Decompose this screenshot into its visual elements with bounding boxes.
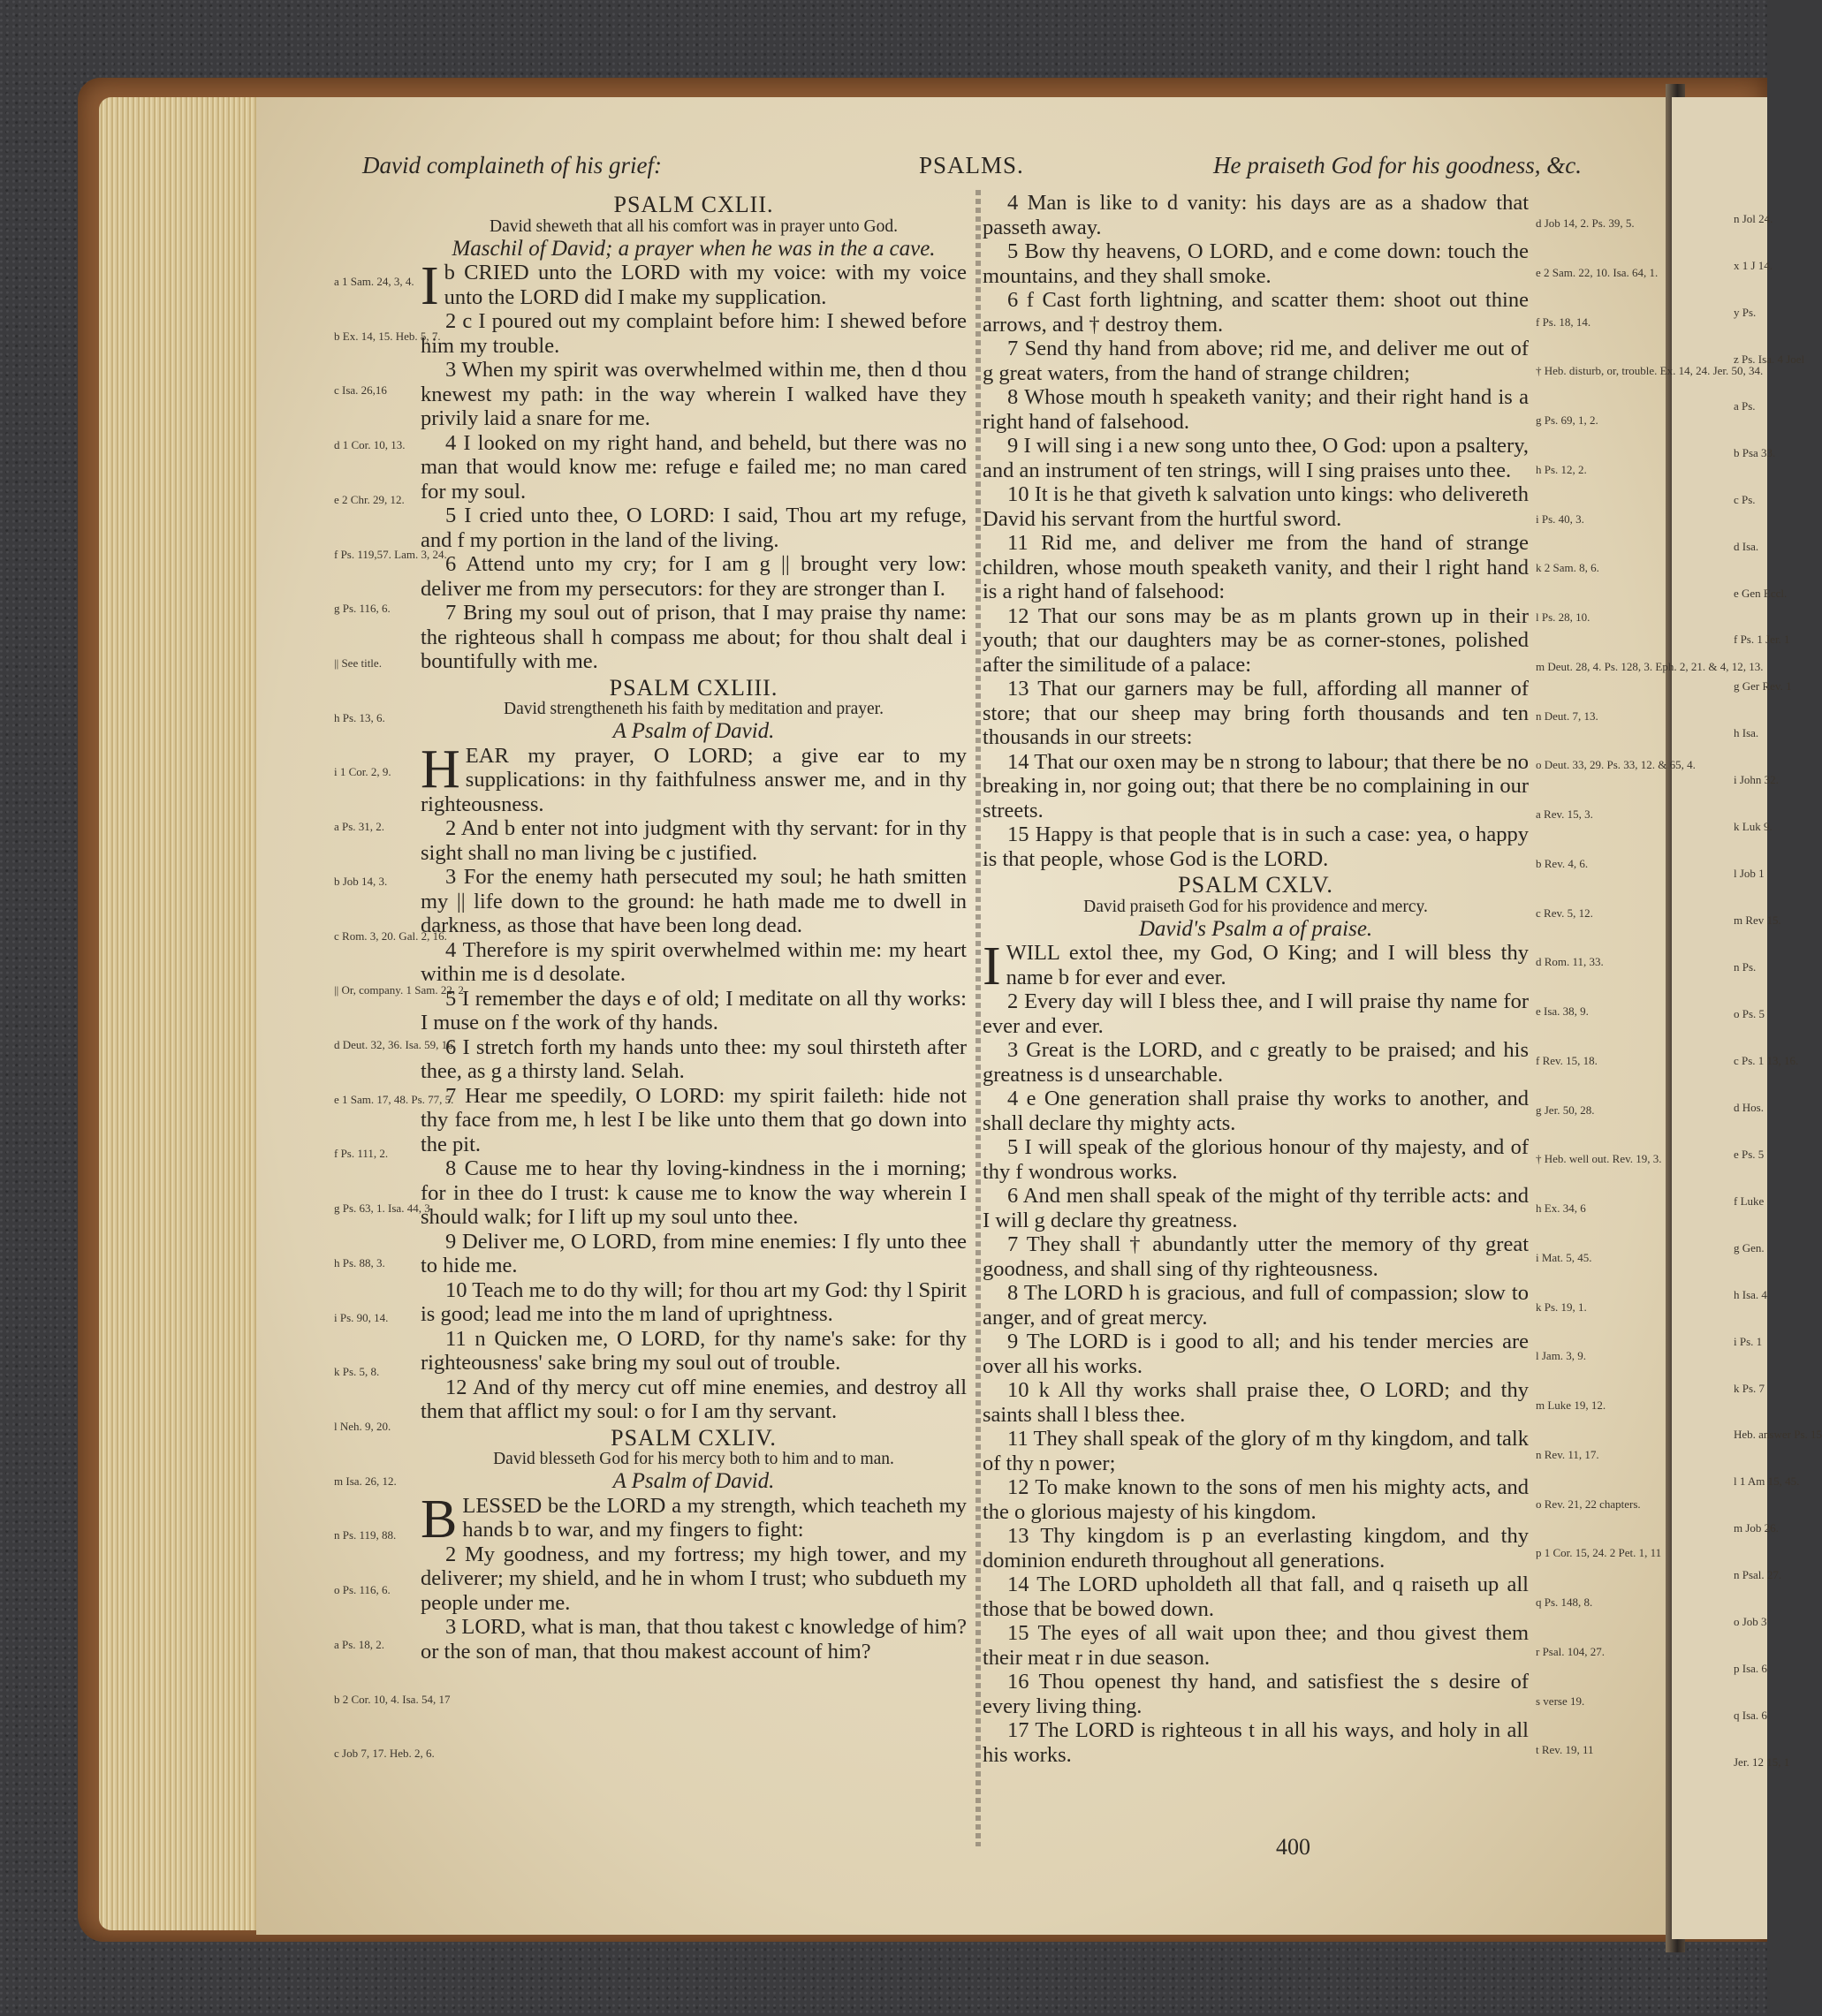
verse: 4 Therefore is my spirit overwhelmed within me: my heart within me is d desolate.	[421, 937, 967, 986]
verse: 2 My goodness, and my fortress; my high tower, and my deliverer; my shield, and he in whom I trust; who subdueth my people under me.	[421, 1542, 967, 1615]
verse: 14 The LORD upholdeth all that fall, and q raiseth up all those that be bowed down.	[983, 1573, 1529, 1621]
running-head-right: He praiseth God for his goodness, &c.	[1213, 152, 1582, 178]
margin-reference: k 2 Sam. 8, 6.	[1536, 561, 1599, 575]
margin-reference: t Rev. 19, 11	[1536, 1743, 1594, 1757]
psalm-summary: David praiseth God for his providence and mercy.	[1083, 897, 1428, 916]
margin-reference: c Rev. 5, 12.	[1536, 906, 1593, 920]
margin-reference: a Rev. 15, 3.	[1536, 807, 1593, 821]
adjacent-page-reference: h Isa. 4	[1734, 1287, 1767, 1301]
margin-reference: e 2 Sam. 22, 10. Isa. 64, 1.	[1536, 265, 1659, 279]
margin-reference: b Job 14, 3.	[334, 874, 388, 888]
verse: 4 I looked on my right hand, and beheld, but there was no man that would know me: refuge e failed me; no man cared for my soul.	[421, 430, 967, 504]
psalm-title: PSALM CXLIV.	[611, 1424, 777, 1451]
verse: 9 The LORD is i good to all; and his tender mercies are over all his works.	[983, 1330, 1529, 1378]
adjacent-page-reference: a Ps.	[1734, 398, 1756, 413]
margin-reference: h Ps. 13, 6.	[334, 710, 385, 724]
verse: 14 That our oxen may be n strong to labour; that there be no breaking in, nor going out; that there be no complaining in our streets.	[983, 749, 1529, 822]
margin-reference: a Ps. 18, 2.	[334, 1637, 385, 1651]
verse: 10 It is he that giveth k salvation unto kings: who delivereth David his servant from the hurtful sword.	[983, 482, 1529, 531]
margin-reference: c Job 7, 17. Heb. 2, 6.	[334, 1747, 435, 1761]
margin-reference: d 1 Cor. 10, 13.	[334, 438, 406, 452]
adjacent-page-reference: Jer. 12 15, 1	[1734, 1755, 1790, 1770]
verse: 17 The LORD is righteous t in all his ways, and holy in all his works.	[983, 1718, 1529, 1767]
first-verse: BLESSED be the LORD a my strength, which teacheth my hands b to war, and my fingers to fight:	[421, 1489, 967, 1550]
verse: 4 Man is like to d vanity: his days are as a shadow that passeth away.	[983, 191, 1529, 239]
margin-reference: g Ps. 63, 1. Isa. 44, 3.	[334, 1201, 433, 1216]
margin-reference: l Neh. 9, 20.	[334, 1420, 391, 1433]
psalm-title: PSALM CXLII.	[613, 192, 774, 217]
margin-reference: c Isa. 26,16	[334, 383, 387, 398]
verse: 11 n Quicken me, O LORD, for thy name's sake: for thy righteousness' sake bring my soul out of trouble.	[421, 1326, 967, 1375]
margin-reference: b Rev. 4, 6.	[1536, 856, 1589, 870]
adjacent-page-reference: e Gen Eccl.	[1734, 586, 1788, 600]
adjacent-page-reference: c Ps.	[1734, 492, 1756, 506]
margin-reference: l Jam. 3, 9.	[1536, 1349, 1587, 1363]
margin-reference: n Ps. 119, 88.	[334, 1528, 397, 1542]
margin-reference: o Rev. 21, 22 chapters.	[1536, 1497, 1641, 1511]
margin-reference: † Heb. disturb, or, trouble. Ex. 14, 24. Jer. 50, 34.	[1536, 364, 1764, 378]
margin-reference: e 2 Chr. 29, 12.	[334, 492, 405, 506]
first-verse: HEAR my prayer, O LORD; a give ear to my supplications: in thy faithfulness answer me, and in thy righteousness.	[421, 739, 967, 816]
adjacent-page-reference: f Luke	[1734, 1194, 1765, 1208]
verse: 10 Teach me to do thy will; for thou art my God: thy l Spirit is good; lead me into the m land of uprightness.	[421, 1277, 967, 1326]
margin-reference: i Mat. 5, 45.	[1536, 1250, 1592, 1264]
verse: 2 Every day will I bless thee, and I will praise thy name for ever and ever.	[983, 989, 1529, 1038]
margin-reference: r Psal. 104, 27.	[1536, 1644, 1605, 1658]
margin-reference: † Heb. well out. Rev. 19, 3.	[1536, 1152, 1662, 1166]
verse: 15 The eyes of all wait upon thee; and thou givest them their meat r in due season.	[983, 1621, 1529, 1670]
margin-reference: e 1 Sam. 17, 48. Ps. 77, 5.	[334, 1092, 454, 1106]
verse: 5 I will speak of the glorious honour of thy majesty, and of thy f wondrous works.	[983, 1135, 1529, 1184]
verse: 7 Send thy hand from above; rid me, and deliver me out of g great waters, from the hand of strange children;	[983, 337, 1529, 385]
adjacent-page-reference: Heb. answer Ps. 15	[1734, 1428, 1822, 1442]
adjacent-page-reference: c Ps. 1 13, 16.	[1734, 1053, 1799, 1067]
margin-reference: a Ps. 31, 2.	[334, 820, 385, 834]
margin-reference: m Deut. 28, 4. Ps. 128, 3. Eph. 2, 21. & 4, 12, 13.	[1536, 659, 1764, 673]
verse: 2 And b enter not into judgment with thy servant: for in thy sight shall no man living be c justified.	[421, 816, 967, 865]
verse: 12 That our sons may be as m plants grown up in their youth; that our daughters may be as corner-stones, polished after the similitude of a palace:	[983, 603, 1529, 677]
margin-reference: o Deut. 33, 29. Ps. 33, 12. & 65, 4.	[1536, 758, 1696, 772]
psalm-superscription: Maschil of David; a prayer when he was in the a cave.	[452, 236, 936, 261]
margin-reference: m Isa. 26, 12.	[334, 1474, 397, 1488]
margin-reference: n Rev. 11, 17.	[1536, 1447, 1599, 1461]
margin-reference: g Jer. 50, 28.	[1536, 1103, 1595, 1117]
verse: 7 Bring my soul out of prison, that I may praise thy name: the righteous shall h compass me about; for thou shalt deal i bountifully with me.	[421, 601, 967, 673]
margin-reference: e Isa. 38, 9.	[1536, 1004, 1589, 1018]
right-text-column	[983, 191, 1529, 1767]
adjacent-page-reference: o Job 3	[1734, 1615, 1767, 1629]
adjacent-page-reference: m Rev 15.	[1734, 913, 1781, 928]
margin-reference: h Ps. 12, 2.	[1536, 462, 1587, 476]
adjacent-page-reference: l Job 1	[1734, 867, 1765, 881]
adjacent-page-reference: h Isa.	[1734, 726, 1759, 740]
verse: 6 I stretch forth my hands unto thee: my soul thirsteth after thee, as g a thirsty land. Selah.	[421, 1035, 967, 1083]
verse: 3 Great is the LORD, and c greatly to be praised; and his greatness is d unsearchable.	[983, 1038, 1529, 1087]
verse: 16 Thou openest thy hand, and satisfiest the s desire of every living thing.	[983, 1670, 1529, 1718]
verse: 6 f Cast forth lightning, and scatter them: shoot out thine arrows, and † destroy them.	[983, 288, 1529, 337]
margin-reference: i Ps. 90, 14.	[334, 1310, 389, 1324]
adjacent-page-reference: g Gen.	[1734, 1240, 1765, 1254]
margin-reference: || Or, company. 1 Sam. 22, 2.	[334, 983, 467, 997]
verse: 11 Rid me, and deliver me from the hand of strange children, whose mouth speaketh vanity, and their l right hand is a right hand of falsehood:	[983, 531, 1529, 603]
psalm-title: PSALM CXLIII.	[609, 674, 778, 701]
verse: 11 They shall speak of the glory of m thy kingdom, and talk of thy n power;	[983, 1427, 1529, 1475]
margin-reference: k Ps. 5, 8.	[334, 1365, 380, 1379]
adjacent-page-reference: p Isa. 6	[1734, 1662, 1767, 1676]
margin-reference: i Ps. 40, 3.	[1536, 512, 1584, 526]
adjacent-page-reference: g Ger Rev. 1	[1734, 679, 1792, 693]
margin-reference: d Job 14, 2. Ps. 39, 5.	[1536, 216, 1635, 230]
adjacent-page-reference: z Ps. Isa. 4 Joel	[1734, 352, 1805, 366]
column-divider	[976, 190, 981, 1846]
verse: 5 I remember the days e of old; I meditate on all thy works: I muse on f the work of thy hands.	[421, 986, 967, 1035]
verse: 6 Attend unto my cry; for I am g || brought very low: deliver me from my persecutors: for they are stronger than I.	[421, 552, 967, 601]
margin-reference: b Ex. 14, 15. Heb. 5, 7.	[334, 329, 441, 343]
margin-reference: c Rom. 3, 20. Gal. 2, 16.	[334, 928, 447, 943]
adjacent-page-reference: q Isa. 6	[1734, 1709, 1767, 1723]
verse: 12 To make known to the sons of men his mighty acts, and the o glorious majesty of his kingdom.	[983, 1475, 1529, 1524]
psalm-summary: David strengtheneth his faith by meditation and prayer.	[504, 700, 884, 718]
margin-reference: o Ps. 116, 6.	[334, 1583, 391, 1597]
adjacent-page-reference: d Hos.	[1734, 1100, 1764, 1114]
margin-reference: d Rom. 11, 33.	[1536, 955, 1604, 969]
adjacent-page-reference: x 1 J 14.	[1734, 258, 1773, 272]
verse: 7 They shall † abundantly utter the memory of thy great goodness, and shall sing of thy righteousness.	[983, 1232, 1529, 1281]
verse: 8 Whose mouth h speaketh vanity; and their right hand is a right hand of falsehood.	[983, 385, 1529, 434]
adjacent-page-reference: i John 32.	[1734, 773, 1779, 787]
verse: 8 Cause me to hear thy loving-kindness in the i morning; for in thee do I trust: k cause me to know the way wherein I should walk; for I lift up my soul unto thee.	[421, 1156, 967, 1229]
psalm-summary: David sheweth that all his comfort was in prayer unto God.	[490, 216, 898, 236]
margin-reference: l Ps. 28, 10.	[1536, 610, 1590, 624]
margin-reference: a 1 Sam. 24, 3, 4.	[334, 275, 414, 288]
page-number: 400	[1276, 1834, 1310, 1860]
adjacent-page-reference: n Psal. 27.	[1734, 1568, 1782, 1582]
adjacent-page-reference: f Ps. 1 Jer. 1	[1734, 633, 1790, 647]
psalm-superscription: A Psalm of David.	[612, 1469, 775, 1493]
verse: 9 Deliver me, O LORD, from mine enemies: I fly unto thee to hide me.	[421, 1229, 967, 1277]
running-head-left: David complaineth of his grief:	[362, 152, 662, 178]
verse: 3 When my spirit was overwhelmed within me, then d thou knewest my path: in the way wherein I walked have they privily laid a snare for me.	[421, 358, 967, 430]
margin-reference: k Ps. 19, 1.	[1536, 1300, 1587, 1314]
verse: 5 Bow thy heavens, O LORD, and e come down: touch the mountains, and they shall smoke.	[983, 239, 1529, 288]
verse: 12 And of thy mercy cut off mine enemies, and destroy all them that afflict my soul: o for I am thy servant.	[421, 1375, 967, 1423]
first-verse: IWILL extol thee, my God, O King; and I will bless thy name b for ever and ever.	[983, 936, 1529, 997]
margin-reference: s verse 19.	[1536, 1694, 1585, 1708]
adjacent-page-reference: y Ps.	[1734, 305, 1757, 319]
running-head-book-title: PSALMS.	[919, 152, 1024, 178]
adjacent-page-reference: n Ps.	[1734, 960, 1757, 974]
adjacent-page-reference: n Jol 24.	[1734, 212, 1773, 225]
margin-reference: g Ps. 69, 1, 2.	[1536, 413, 1598, 427]
adjacent-page-reference: i Ps. 1	[1734, 1334, 1763, 1348]
psalm-superscription: David's Psalm a of praise.	[1138, 916, 1373, 941]
margin-reference: n Deut. 7, 13.	[1536, 709, 1598, 723]
margin-reference: i 1 Cor. 2, 9.	[334, 765, 391, 779]
verse: 15 Happy is that people that is in such a case: yea, o happy is that people, whose God is the LORD.	[983, 822, 1529, 871]
adjacent-page-reference: e Ps. 5	[1734, 1147, 1765, 1161]
margin-reference: d Deut. 32, 36. Isa. 59, 16.	[334, 1038, 456, 1051]
psalm-superscription: A Psalm of David.	[612, 719, 775, 743]
margin-reference: || See title.	[334, 656, 382, 670]
verse: 13 Thy kingdom is p an everlasting kingdom, and thy dominion endureth throughout all generations.	[983, 1524, 1529, 1573]
adjacent-page-reference: b Psa 33.	[1734, 445, 1776, 459]
adjacent-page-reference: k Ps. 7	[1734, 1381, 1765, 1395]
verse: 6 And men shall speak of the might of thy terrible acts: and I will g declare thy greatness.	[983, 1184, 1529, 1232]
margin-reference: q Ps. 148, 8.	[1536, 1595, 1593, 1609]
verse: 7 Hear me speedily, O LORD: my spirit faileth: hide not thy face from me, h lest I be like unto them that go down into the pit.	[421, 1083, 967, 1156]
adjacent-page-reference: m Job 26.	[1734, 1521, 1779, 1535]
left-text-column	[421, 191, 967, 1664]
verse: 2 c I poured out my complaint before him: I shewed before him my trouble.	[421, 309, 967, 358]
page-edges	[99, 97, 267, 1930]
adjacent-page-reference: l 1 Am 15, 45.	[1734, 1474, 1800, 1489]
psalm-title: PSALM CXLV.	[1178, 872, 1333, 898]
verse: 9 I will sing i a new song unto thee, O God: upon a psaltery, and an instrument of ten strings, will I sing praises unto thee.	[983, 434, 1529, 482]
verse: 5 I cried unto thee, O LORD: I said, Thou art my refuge, and f my portion in the land of the living.	[421, 504, 967, 552]
margin-reference: h Ps. 88, 3.	[334, 1255, 385, 1269]
margin-reference: f Rev. 15, 18.	[1536, 1053, 1598, 1067]
margin-reference: b 2 Cor. 10, 4. Isa. 54, 17	[334, 1692, 451, 1706]
running-head	[362, 152, 1582, 182]
verse: 10 k All thy works shall praise thee, O LORD; and thy saints shall l bless thee.	[983, 1378, 1529, 1427]
margin-reference: m Luke 19, 12.	[1536, 1398, 1606, 1412]
verse: 4 e One generation shall praise thy works to another, and shall declare thy mighty acts.	[983, 1087, 1529, 1135]
margin-reference: p 1 Cor. 15, 24. 2 Pet. 1, 11	[1536, 1546, 1662, 1560]
margin-reference: f Ps. 18, 14.	[1536, 315, 1591, 329]
adjacent-page-reference: o Ps. 5	[1734, 1007, 1765, 1020]
adjacent-page-reference: d Isa.	[1734, 539, 1759, 553]
verse: 13 That our garners may be full, affording all manner of store; that our sheep may bring forth thousands and ten thousands in our streets:	[983, 677, 1529, 749]
adjacent-page-reference: k Luk 9.	[1734, 820, 1773, 834]
margin-reference: f Ps. 119,57. Lam. 3, 24.	[334, 547, 447, 561]
first-verse: Ib CRIED unto the LORD with my voice: with my voice unto the LORD did I make my supplication.	[421, 256, 967, 316]
psalm-summary: David blesseth God for his mercy both to him and to man.	[493, 1450, 894, 1468]
verse: 8 The LORD h is gracious, and full of compassion; slow to anger, and of great mercy.	[983, 1281, 1529, 1330]
verse: 3 For the enemy hath persecuted my soul; he hath smitten my || life down to the ground: he hath made me to dwell in darkness, as those that have been long dead.	[421, 865, 967, 937]
margin-reference: f Ps. 111, 2.	[334, 1147, 389, 1161]
margin-reference: h Ex. 34, 6	[1536, 1201, 1586, 1215]
margin-reference: g Ps. 116, 6.	[334, 602, 391, 616]
verse: 3 LORD, what is man, that thou takest c knowledge of him? or the son of man, that thou makest account of him?	[421, 1615, 967, 1664]
